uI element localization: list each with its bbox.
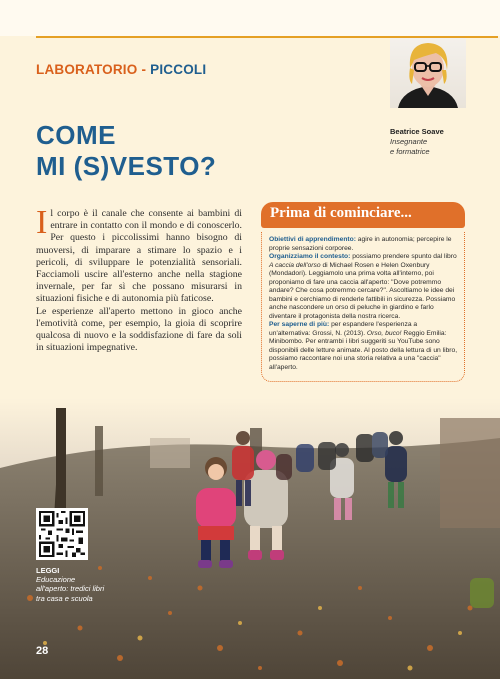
paragraph-1-text: l corpo è il canale che consente ai bambini di entrare in contatto con il mondo e di conoscerlo. Per questo i piccolissimi hanno bisogno di muoversi, di imparare a stimare lo spazio e i pericoli, di sviluppare le potenzialità sensoriali. Facciamoli uscire all'esterno anche nella stagione invernale, per far sì che possano misurarsi in situazioni fisiche e di autonomia più faticose. [36, 208, 242, 305]
drop-cap: I [36, 204, 48, 241]
context-label: Organizziamo il contesto: [269, 253, 351, 260]
section-name: LABORATORIO [36, 62, 138, 77]
objectives-text: agire in autonomia; percepire le proprie sensazioni corporee. [269, 236, 452, 252]
context-text-a: possiamo prendere spunto dal libro [350, 253, 457, 260]
objectives [269, 236, 458, 253]
author-name: Beatrice Soave [390, 127, 444, 136]
subsection-name: PICCOLI [150, 62, 207, 77]
section-label [36, 62, 206, 77]
more-info [269, 321, 458, 372]
title-line-2: MI (S)VESTO? [36, 151, 217, 181]
objectives-label: Obiettivi di apprendimento: [269, 236, 356, 243]
author-role-1: Insegnante [390, 137, 428, 146]
page-number: 28 [36, 645, 49, 657]
more-book: Orso, buco! [366, 329, 402, 337]
sidebar-box [261, 202, 465, 382]
more-label: Per saperne di più: [269, 321, 330, 328]
paragraph-2: Le esperienze all'aperto mettono in gioco anche l'emotività come, per esempio, la gioia di scoprire qualcosa di nuovo e la soddisfazione di fare da soli in situazioni impegnative. [36, 305, 242, 354]
context [269, 253, 458, 321]
qr-caption [36, 566, 106, 603]
qr-code[interactable] [36, 508, 88, 560]
qr-label: LEGGI [36, 566, 60, 575]
author-photo [390, 38, 466, 108]
context-book: A caccia dell'orso [269, 261, 321, 269]
article-body [36, 204, 242, 354]
context-text-b: di Michael Rosen e Helen Oxenbury (Mondadori). Leggiamolo una prima volta all'interno, poi proponiamo di fare una caccia all'aperto: "Dove potremmo andare? Che cosa potremmo cercare?". Ascoltiamo le idee dei bambini e cerchiamo di renderle fattibili in sicurezza. Possiamo anche nascondere un orso di peluche in giardino e farlo diventare il protagonista della nostra ricerca. [269, 261, 456, 320]
author-credit [390, 127, 444, 157]
author-role-2: e formatrice [390, 147, 430, 156]
title-line-1: COME [36, 120, 116, 150]
sidebar-box-body [261, 232, 465, 382]
article-title [36, 120, 216, 182]
sidebar-box-title: Prima di cominciare... [270, 205, 412, 221]
more-text-b: Reggio Emilia: Minibombo. Per entrambi i libri suggeriti su YouTube sono disponibili delle letture animate. Al posto della lettura di un libro, possiamo raccontare noi una storia relativa a una "caccia" all'aperto. [269, 329, 458, 371]
more-text-a: per espandere l'esperienza a un'alternativa: Grossi, N. (2013). [269, 321, 418, 337]
top-strip [0, 0, 500, 36]
sidebar-box-header [261, 202, 465, 228]
paragraph-1 [36, 204, 242, 306]
section-separator: - [141, 62, 147, 77]
qr-description: Educazione all'aperto: tredici libri tra casa e scuola [36, 575, 105, 603]
